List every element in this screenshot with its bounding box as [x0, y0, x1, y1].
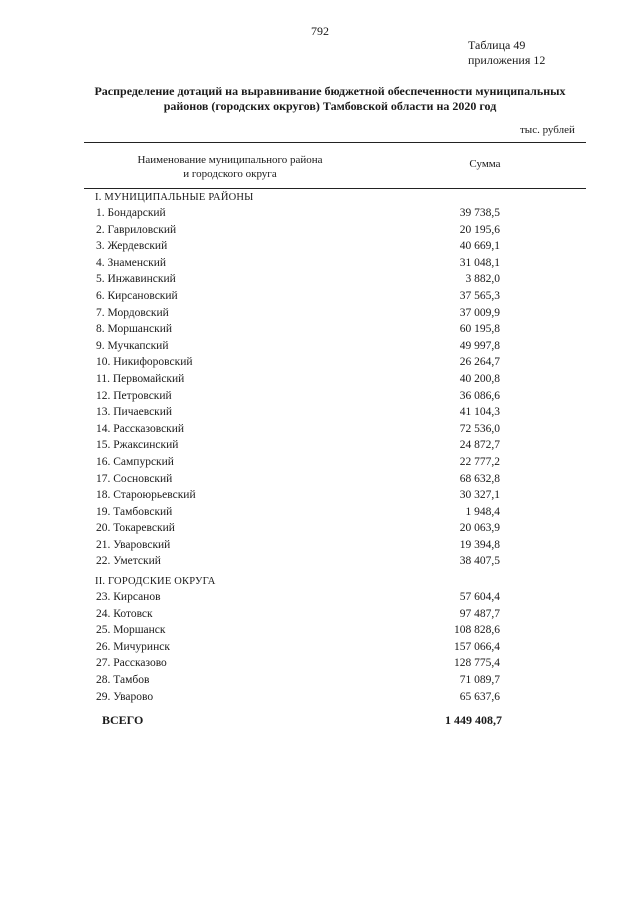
row-value: 68 632,8	[459, 472, 500, 485]
table-row	[0, 255, 640, 272]
row-name: 23. Кирсанов	[96, 591, 161, 604]
table-row	[0, 553, 640, 570]
row-name: 7. Мордовский	[96, 306, 169, 319]
row-name: 10. Никифоровский	[96, 356, 193, 369]
table-row	[0, 421, 640, 438]
row-name: 19. Тамбовский	[96, 505, 173, 518]
row-value: 36 086,6	[459, 389, 500, 402]
row-name: 18. Староюрьевский	[96, 489, 196, 502]
row-name: 1. Бондарский	[96, 207, 166, 219]
title-line-1: Распределение дотаций на выравнивание бюджетной обеспеченности муниципальных	[94, 84, 566, 98]
title-line-2: районов (городских округов) Тамбовской области на 2020 год	[163, 99, 497, 113]
row-name: 27. Рассказово	[96, 657, 167, 670]
table-row	[0, 504, 640, 521]
row-value: 57 604,4	[459, 591, 500, 604]
row-value: 37 565,3	[459, 289, 500, 302]
table-row	[0, 338, 640, 355]
row-name: 25. Моршанск	[96, 624, 166, 637]
row-value: 19 394,8	[459, 538, 500, 551]
document-title	[70, 84, 590, 114]
table-row	[0, 271, 640, 288]
row-name: 14. Рассказовский	[96, 422, 185, 435]
column-header-name-line-1: Наименование муниципального района	[137, 154, 323, 166]
row-value: 26 264,7	[459, 356, 500, 369]
row-value: 71 089,7	[459, 674, 500, 687]
row-value: 3 882,0	[465, 273, 500, 286]
row-name: 28. Тамбов	[96, 674, 150, 687]
table-row	[0, 288, 640, 305]
row-value: 40 200,8	[459, 372, 500, 385]
row-value: 72 536,0	[459, 422, 500, 435]
table-row	[0, 454, 640, 471]
total-value: 1 449 408,7	[445, 713, 502, 728]
row-name: 24. Котовск	[96, 607, 153, 620]
row-value: 31 048,1	[459, 256, 500, 269]
row-value: 20 195,6	[459, 223, 500, 236]
table-top-rule	[84, 142, 586, 143]
row-value: 108 828,6	[454, 624, 500, 637]
table-row	[0, 238, 640, 255]
section-title-city-districts: II. ГОРОДСКИЕ ОКРУГА	[95, 576, 216, 588]
row-name: 20. Токаревский	[96, 522, 175, 535]
table-row	[0, 672, 640, 689]
row-value: 22 777,2	[459, 455, 500, 468]
row-name: 13. Пичаевский	[96, 406, 173, 419]
column-header-sum: Сумма	[469, 158, 501, 170]
districts-list	[0, 205, 640, 570]
row-value: 30 327,1	[459, 489, 500, 502]
row-value: 157 066,4	[454, 640, 500, 653]
table-row	[0, 305, 640, 322]
row-value: 40 669,1	[459, 240, 500, 253]
total-label: ВСЕГО	[102, 713, 144, 728]
row-value: 41 104,3	[459, 406, 500, 419]
table-row	[0, 388, 640, 405]
table-row	[0, 354, 640, 371]
table-row	[0, 404, 640, 421]
row-name: 3. Жердевский	[96, 240, 168, 253]
total-row	[0, 711, 640, 729]
row-name: 29. Уварово	[96, 690, 154, 703]
table-row	[0, 520, 640, 537]
row-value: 65 637,6	[459, 690, 500, 703]
row-value: 1 948,4	[465, 505, 500, 518]
row-name: 22. Уметский	[96, 555, 161, 568]
row-value: 97 487,7	[459, 607, 500, 620]
row-name: 16. Сампурский	[96, 455, 174, 468]
row-value: 38 407,5	[459, 555, 500, 568]
units-label: тыс. рублей	[520, 124, 575, 136]
table-row	[0, 606, 640, 623]
table-row	[0, 487, 640, 504]
appendix-number: приложения 12	[468, 53, 546, 67]
table-row	[0, 205, 640, 222]
row-value: 37 009,9	[459, 306, 500, 319]
row-name: 11. Первомайский	[96, 372, 185, 385]
table-row	[0, 639, 640, 656]
row-value: 39 738,5	[459, 207, 500, 219]
row-value: 24 872,7	[459, 439, 500, 452]
row-name: 6. Кирсановский	[96, 289, 178, 302]
table-row	[0, 471, 640, 488]
table-row	[0, 222, 640, 239]
row-name: 15. Ржаксинский	[96, 439, 179, 452]
page-number: 792	[311, 24, 329, 38]
row-value: 128 775,4	[454, 657, 500, 670]
column-header-name	[110, 153, 350, 181]
table-header-rule	[84, 188, 586, 189]
table-row	[0, 689, 640, 706]
row-name: 17. Сосновский	[96, 472, 173, 485]
table-reference	[468, 38, 545, 68]
table-number: Таблица 49	[468, 38, 526, 52]
column-header-name-line-2: и городского округа	[183, 168, 277, 180]
table-row	[0, 622, 640, 639]
row-name: 12. Петровский	[96, 389, 172, 402]
table-row	[0, 655, 640, 672]
row-name: 9. Мучкапский	[96, 339, 169, 352]
row-name: 8. Моршанский	[96, 323, 173, 336]
city-districts-list	[0, 589, 640, 705]
row-name: 2. Гавриловский	[96, 223, 177, 236]
row-name: 5. Инжавинский	[96, 273, 176, 286]
row-name: 21. Уваровский	[96, 538, 171, 551]
table-body	[0, 190, 640, 729]
table-row	[0, 537, 640, 554]
row-value: 20 063,9	[459, 522, 500, 535]
row-name: 26. Мичуринск	[96, 640, 170, 653]
table-row	[0, 589, 640, 606]
row-name: 4. Знаменский	[96, 256, 167, 269]
table-row	[0, 321, 640, 338]
table-row	[0, 437, 640, 454]
table-row	[0, 371, 640, 388]
row-value: 60 195,8	[459, 323, 500, 336]
row-value: 49 997,8	[459, 339, 500, 352]
section-title-districts: I. МУНИЦИПАЛЬНЫЕ РАЙОНЫ	[95, 192, 254, 203]
